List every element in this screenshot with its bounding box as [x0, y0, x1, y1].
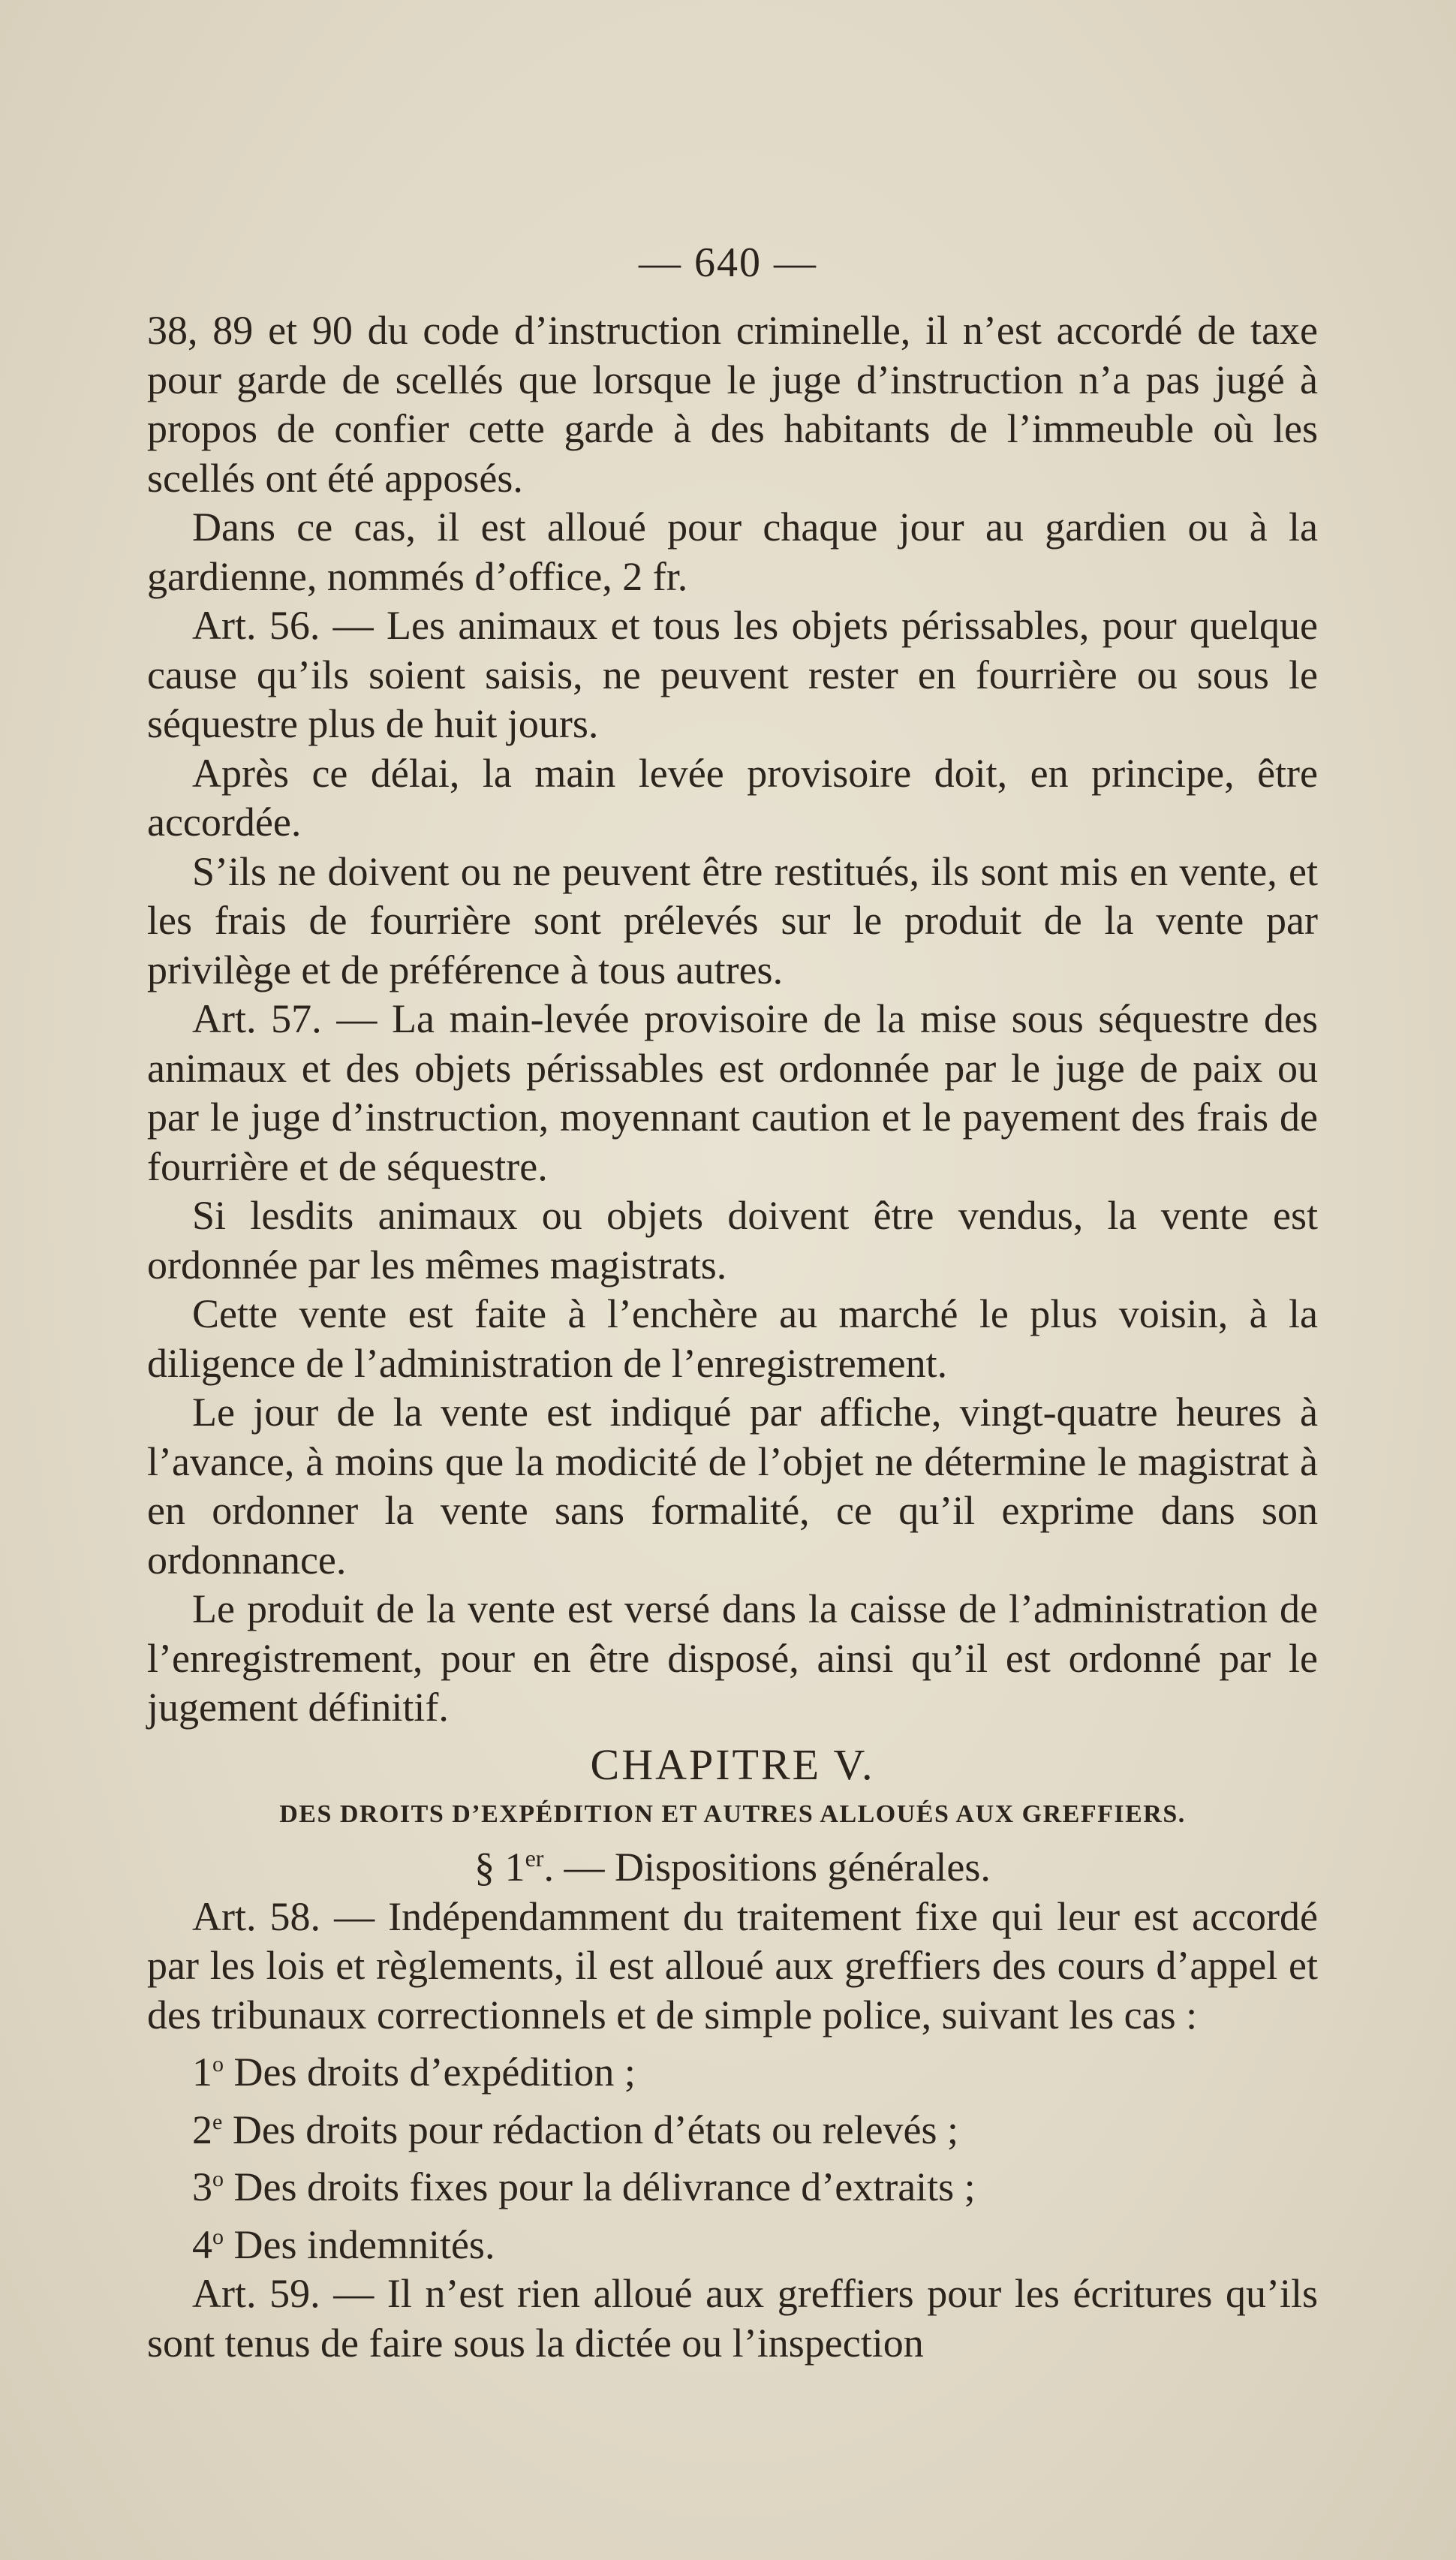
section-heading — [147, 1834, 1318, 1893]
paragraph: 38, 89 et 90 du code d’instruction criminelle, il n’est accordé de taxe pour garde de scellés que lorsque le juge d’instruction n’a pas jugé à propos de confier cette garde à des habitants de l’immeuble où les scellés ont été apposés. — [147, 308, 1318, 501]
list-item — [147, 2040, 1318, 2098]
paragraph: Cette vente est faite à l’enchère au marché le plus voisin, à la diligence de l’administration de l’enregistrement. — [147, 1291, 1318, 1386]
section-sup: er — [525, 1845, 544, 1872]
list-number-sup: o — [212, 2224, 224, 2249]
article-56: Art. 56. — Les animaux et tous les objets périssables, pour quelque cause qu’ils soient saisis, ne peuvent rester en fourrière ou sous le séquestre plus de huit jours. — [147, 603, 1318, 746]
list-item — [147, 2212, 1318, 2270]
list-number-sup: o — [212, 2167, 224, 2191]
paragraph: Le produit de la vente est versé dans la caisse de l’administration de l’enregistrement, pour en être disposé, ainsi qu’il est ordonné par le jugement définitif. — [147, 1586, 1318, 1730]
list-number: 4 — [192, 2221, 212, 2267]
paragraph: S’ils ne doivent ou ne peuvent être restitués, ils sont mis en vente, et les frais de fourrière sont prélevés sur le produit de la vente par privilège et de préférence à tous autres. — [147, 848, 1318, 992]
article-57: Art. 57. — La main-levée provisoire de la mise sous séquestre des animaux et des objets périssables est ordonnée par le juge de paix ou par le juge d’instruction, moyennant caution et le payement des frais de fourrière et de séquestre. — [147, 996, 1318, 1189]
paragraph: Dans ce cas, il est alloué pour chaque jour au gardien ou à la gardienne, nommés d’office, 2 fr. — [147, 504, 1318, 599]
list-number: 3 — [192, 2164, 212, 2209]
list-number-sup: e — [212, 2109, 223, 2134]
list-number: 2 — [192, 2107, 212, 2152]
list-item — [147, 2155, 1318, 2212]
list-text: Des indemnités. — [224, 2221, 495, 2267]
section-rest: . — Dispositions générales. — [543, 1845, 991, 1890]
list-number-sup: o — [212, 2052, 224, 2077]
list-item — [147, 2098, 1318, 2155]
section-prefix: § 1 — [474, 1845, 525, 1890]
list-number: 1 — [192, 2050, 212, 2095]
article-58: Art. 58. — Indépendamment du traitement fixe qui leur est accordé par les lois et règlements, il est alloué aux greffiers des cours d’appel et des tribunaux correctionnels et de simple police, suivant les cas : — [147, 1893, 1318, 2037]
paragraph: Après ce délai, la main levée provisoire doit, en principe, être accordée. — [147, 750, 1318, 845]
paragraph: Si lesdits animaux ou objets doivent être vendus, la vente est ordonnée par les mêmes magistrats. — [147, 1193, 1318, 1288]
page-number: — 640 — — [639, 239, 817, 286]
article-59: Art. 59. — Il n’est rien alloué aux greffiers pour les écritures qu’ils sont tenus de faire sous la dictée ou l’inspection — [147, 2271, 1318, 2366]
list-text: Des droits fixes pour la délivrance d’extraits ; — [224, 2164, 976, 2209]
chapter-title: CHAPITRE V. — [590, 1739, 875, 1789]
list-text: Des droits d’expédition ; — [224, 2050, 636, 2095]
paragraph: Le jour de la vente est indiqué par affiche, vingt-quatre heures à l’avance, à moins que la modicité de l’objet ne détermine le magistrat à en ordonner la vente sans formalité, ce qu’il exprime dans son ordonnance. — [147, 1390, 1318, 1583]
chapter-subtitle: DES DROITS D’EXPÉDITION ET AUTRES ALLOUÉS AUX GREFFIERS. — [279, 1800, 1186, 1828]
list-text: Des droits pour rédaction d’états ou relevés ; — [222, 2107, 959, 2152]
page-body — [147, 306, 1318, 2368]
